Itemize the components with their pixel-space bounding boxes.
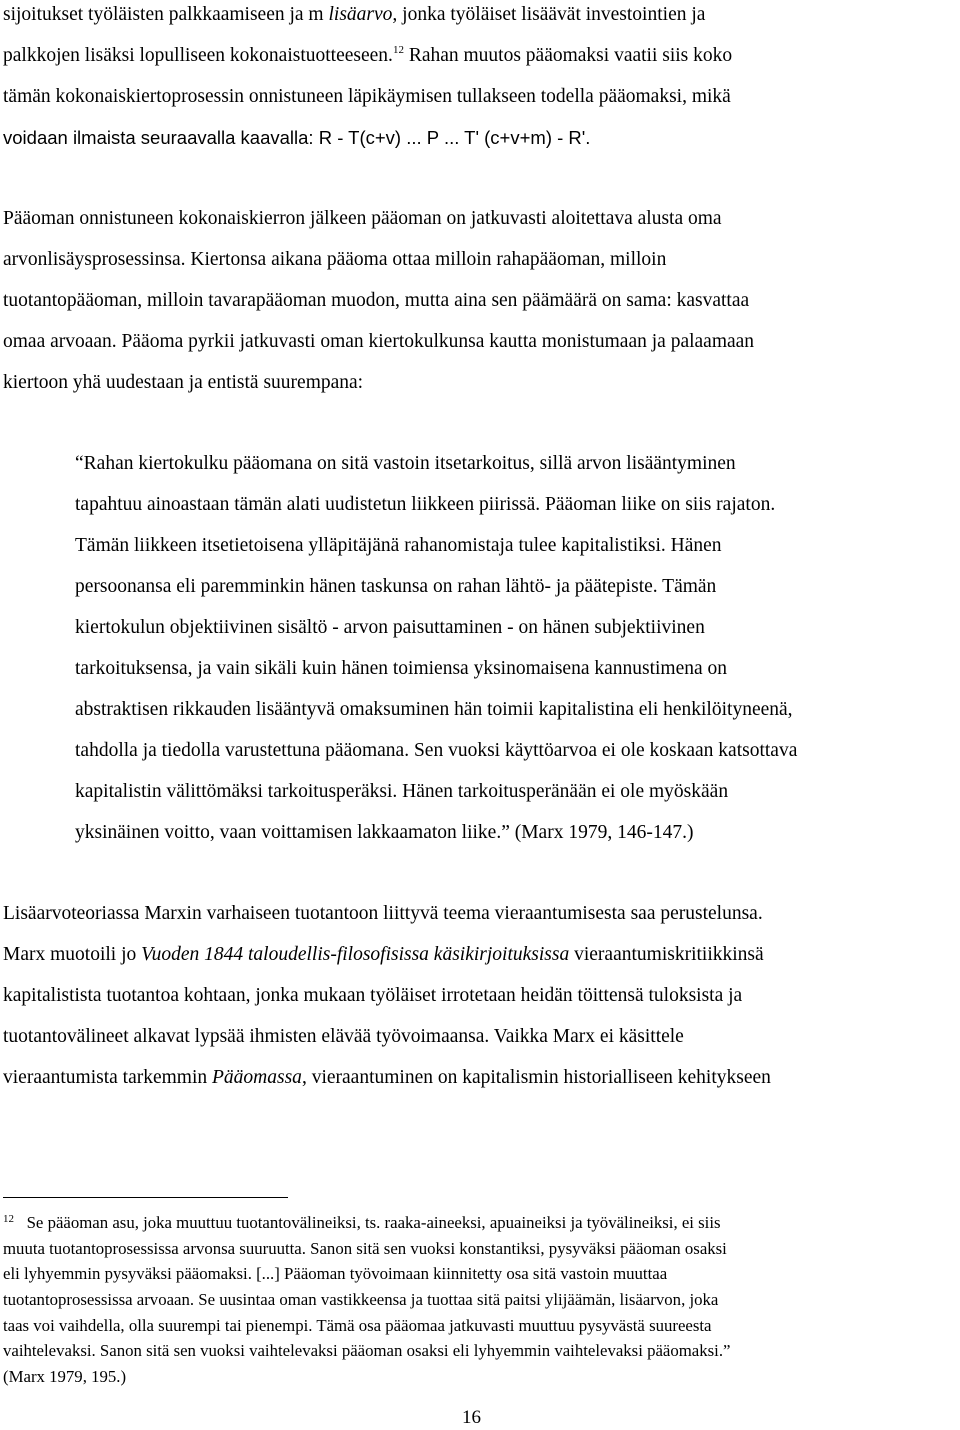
footnote-line: eli lyhyemmin pysyväksi pääomaksi. [...] Pääoman työvoimaan kiinnitetty osa sitä vastoin muuttaa: [3, 1264, 668, 1283]
text-line: [3, 1066, 771, 1090]
footnote-number: 12: [3, 1213, 14, 1225]
footnote-line: taas voi vaihdella, olla suurempi tai pienempi. Tämä osa pääomaa jatkuvasti muuttuu pysyvästä suureesta: [3, 1316, 712, 1335]
footnote-reference[interactable]: 12: [392, 44, 404, 56]
page-number: 16: [462, 1407, 481, 1428]
text-segment: vieraantumista tarkemmin: [3, 1067, 213, 1088]
quote-line: tahdolla ja tiedolla varustettuna pääomana. Sen vuoksi käyttöarvoa ei ole koskaan katsottava: [75, 740, 798, 761]
text-line: kapitalistista tuotantoa kohtaan, jonka mukaan työläiset irrotetaan heidän töittensä tuloksista ja: [3, 985, 743, 1006]
footnote-text: Se pääoman asu, joka muuttuu tuotantovälineiksi, ts. raaka-aineeksi, apuaineiksi ja työvälineiksi, ei siis: [26, 1213, 721, 1232]
text-segment: Rahan muutos pääomaksi vaatii siis koko: [403, 45, 733, 66]
text-line: tuotantopääoman, milloin tavarapääoman muodon, mutta aina sen päämäärä on sama: kasvattaa: [3, 290, 750, 311]
footnote-separator: [3, 1197, 288, 1198]
quote-line: abstraktisen rikkauden lisääntyvä omaksuminen hän toimii kapitalistina eli henkilöityneenä,: [75, 699, 793, 720]
text-line: [3, 943, 764, 967]
text-line: arvonlisäysprosessinsa. Kiertonsa aikana pääoma ottaa milloin rahapääoman, milloin: [3, 249, 667, 270]
text-segment: jonka työläiset lisäävät investointien ja: [397, 4, 706, 25]
text-line: Lisäarvoteoriassa Marxin varhaiseen tuotantoon liittyvä teema vieraantumisesta saa perustelunsa.: [3, 903, 763, 924]
text-segment: vieraantumiskritiikkinsä: [569, 944, 764, 965]
text-segment: palkkojen lisäksi lopulliseen kokonaistuotteeseen.: [3, 45, 393, 66]
quote-line: Tämän liikkeen itsetietoisena ylläpitäjänä rahanomistaja tulee kapitalistiksi. Hänen: [75, 535, 722, 556]
footnote-line: [3, 1213, 721, 1233]
footnote-line: (Marx 1979, 195.): [3, 1367, 127, 1386]
text-line: tuotantovälineet alkavat lypsää ihmisten elävää työvoimaansa. Vaikka Marx ei käsittele: [3, 1026, 684, 1047]
italic-term: lisäarvo,: [328, 4, 398, 25]
quote-line: tapahtuu ainoastaan tämän alati uudistetun liikkeen piirissä. Pääoman liike on siis rajaton.: [75, 494, 776, 515]
footnote-line: muuta tuotantoprosessissa arvonsa suuruutta. Sanon sitä sen vuoksi konstantiksi, pysyväksi pääoman osaksi: [3, 1239, 727, 1258]
footnote-line: tuotantoprosessissa arvoaan. Se uusintaa oman vastikkeensa ja tuottaa sitä paitsi ylijäämän, lisäarvon, joka: [3, 1290, 719, 1309]
text-line: [3, 3, 705, 27]
quote-line: persoonansa eli paremminkin hänen taskunsa on rahan lähtö- ja päätepiste. Tämän: [75, 576, 717, 597]
text-line: omaa arvoaan. Pääoma pyrkii jatkuvasti oman kiertokulkunsa kautta monistumaan ja palaamaan: [3, 331, 755, 352]
text-segment: Marx muotoili jo: [3, 944, 142, 965]
quote-line: tarkoituksensa, ja vain sikäli kuin hänen toimiensa yksinomaisena kannustimena on: [75, 658, 728, 679]
italic-book-title: Pääomassa: [212, 1067, 302, 1088]
text-segment: sijoitukset työläisten palkkaamiseen ja m: [3, 4, 329, 25]
text-line: kiertoon yhä uudestaan ja entistä suurempana:: [3, 372, 364, 393]
text-line-with-formula: voidaan ilmaista seuraavalla kaavalla: R - T(c+v) ... P ... T' (c+v+m) - R'.: [3, 127, 591, 148]
italic-book-title: Vuoden 1844 taloudellis-filosofisissa käsikirjoituksissa: [141, 944, 570, 965]
quote-line: “Rahan kiertokulku pääomana on sitä vastoin itsetarkoitus, sillä arvon lisääntyminen: [75, 453, 736, 474]
text-line: tämän kokonaiskiertoprosessin onnistuneen läpikäymisen tullakseen todella pääomaksi, mikä: [3, 86, 731, 107]
quote-line: kiertokulun objektiivinen sisältö - arvon paisuttaminen - on hänen subjektiivinen: [75, 617, 705, 638]
text-line: [3, 44, 732, 68]
text-line: Pääoman onnistuneen kokonaiskierron jälkeen pääoman on jatkuvasti aloitettava alusta oma: [3, 208, 722, 229]
quote-line: kapitalistin välittömäksi tarkoitusperäksi. Hänen tarkoitusperänään ei ole myöskään: [75, 781, 729, 802]
footnote-line: vaihtelevaksi. Sanon sitä sen vuoksi vaihtelevaksi pääoman osaksi eli lyhyemmin vaihtelevaksi pääomaksi.”: [3, 1341, 731, 1360]
text-segment: , vieraantuminen on kapitalismin historialliseen kehitykseen: [301, 1067, 771, 1088]
quote-line: yksinäinen voitto, vaan voittamisen lakkaamaton liike.” (Marx 1979, 146-147.): [75, 822, 694, 843]
